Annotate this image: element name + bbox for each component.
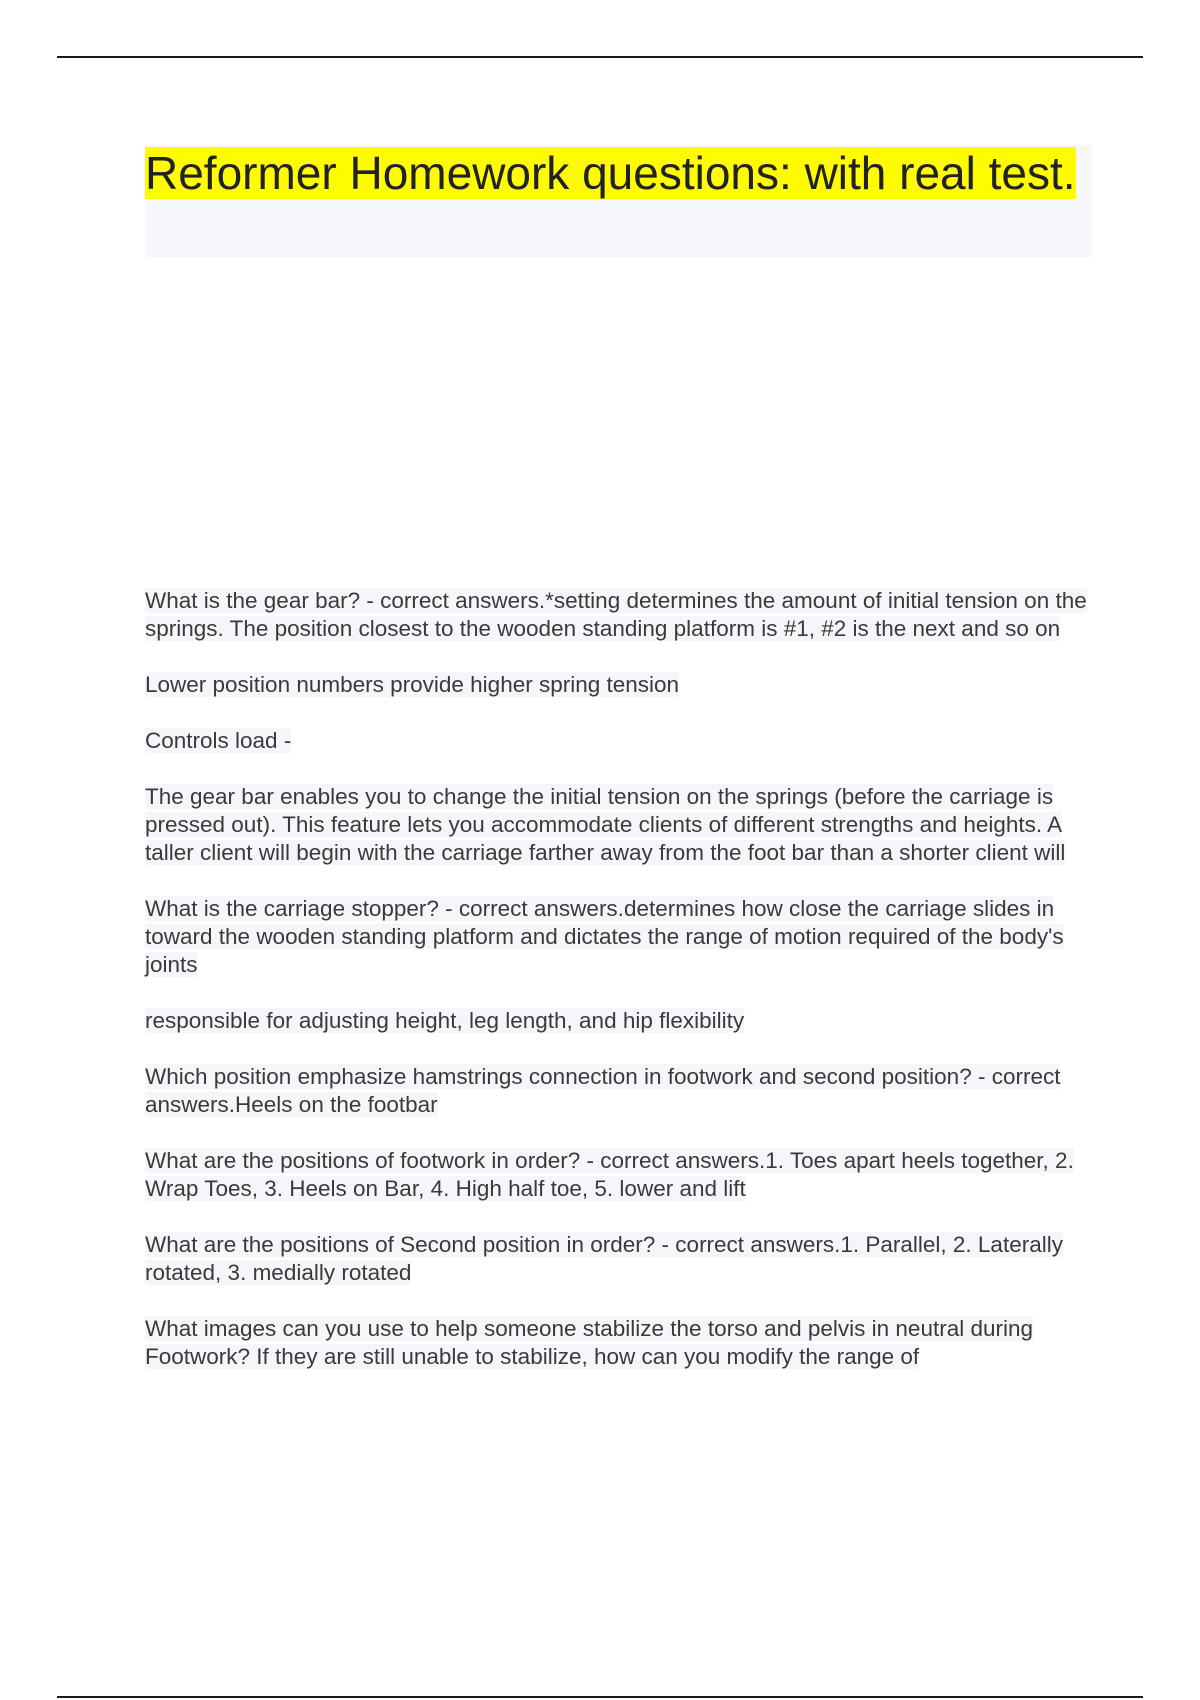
paragraph-gear-bar-question [145, 587, 1095, 643]
paragraph-text: The gear bar enables you to change the initial tension on the springs (before the carriage is pressed out). This feature lets you accommodate clients of different strengths and heights. A taller client will begin with the carriage farther away from the foot bar than a shorter client will [145, 784, 1066, 865]
title-block [145, 145, 1092, 257]
paragraph-hamstrings-question [145, 1063, 1095, 1119]
document-body [145, 587, 1095, 1399]
paragraph-text: Lower position numbers provide higher spring tension [145, 672, 680, 697]
paragraph-text: What is the gear bar? - correct answers.*setting determines the amount of initial tension on the springs. The position closest to the wooden standing platform is #1, #2 is the next and so on [145, 588, 1087, 641]
paragraph-carriage-stopper-question [145, 895, 1095, 979]
footer-rule [57, 1696, 1143, 1698]
paragraph-responsible-for [145, 1007, 1095, 1035]
paragraph-stabilize-images [145, 1315, 1095, 1371]
paragraph-text: What are the positions of footwork in order? - correct answers.1. Toes apart heels together, 2. Wrap Toes, 3. Heels on Bar, 4. High half toe, 5. lower and lift [145, 1148, 1074, 1201]
header-rule [57, 56, 1143, 58]
paragraph-lower-position [145, 671, 1095, 699]
paragraph-footwork-positions [145, 1147, 1095, 1203]
document-title [145, 145, 1092, 200]
paragraph-text: Controls load - [145, 728, 292, 753]
paragraph-controls-load [145, 727, 1095, 755]
paragraph-text: Which position emphasize hamstrings connection in footwork and second position? - correct answers.Heels on the footbar [145, 1064, 1061, 1117]
paragraph-text: responsible for adjusting height, leg length, and hip flexibility [145, 1008, 745, 1033]
paragraph-text: What is the carriage stopper? - correct answers.determines how close the carriage slides in toward the wooden standing platform and dictates the range of motion required of the body's joints [145, 896, 1064, 977]
paragraph-gear-bar-explanation [145, 783, 1095, 867]
title-highlight: Reformer Homework questions: with real test. [145, 147, 1076, 199]
paragraph-text: What images can you use to help someone stabilize the torso and pelvis in neutral during Footwork? If they are still unable to stabilize, how can you modify the range of [145, 1316, 1034, 1369]
paragraph-text: What are the positions of Second position in order? - correct answers.1. Parallel, 2. Laterally rotated, 3. medially rotated [145, 1232, 1063, 1285]
paragraph-second-position [145, 1231, 1095, 1287]
